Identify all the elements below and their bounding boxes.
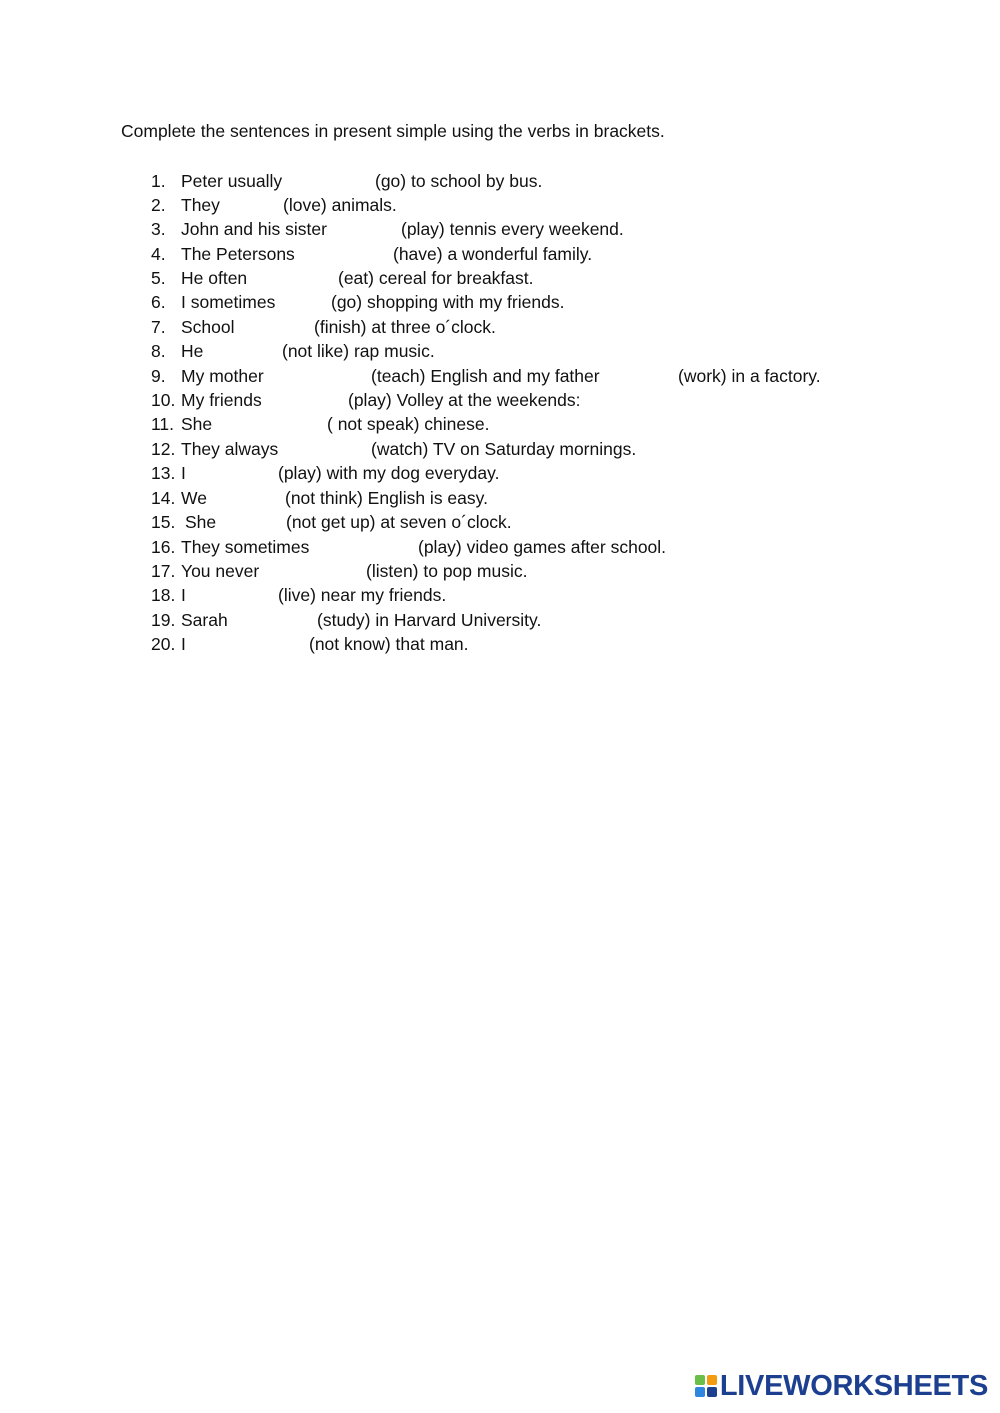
sentence-part: (live) near my friends. (278, 585, 447, 605)
sentence-part: (eat) cereal for breakfast. (338, 268, 534, 288)
sentence-start: He often (181, 268, 248, 288)
sentence-start: They sometimes (181, 537, 310, 557)
item-number: 16. (151, 537, 176, 557)
sentence-start: School (181, 317, 235, 337)
sentence-part: (play) Volley at the weekends: (348, 390, 581, 410)
sentence-start: I sometimes (181, 292, 276, 312)
item-number: 2. (151, 195, 166, 215)
item-number: 9. (151, 366, 166, 386)
sentence-start: I (181, 634, 186, 654)
sentence-start: My friends (181, 390, 262, 410)
sentence-part: (study) in Harvard University. (317, 610, 542, 630)
item-number: 14. (151, 488, 176, 508)
sentence-part: (play) tennis every weekend. (401, 219, 624, 239)
sentence-part: (watch) TV on Saturday mornings. (371, 439, 637, 459)
item-number: 11. (151, 414, 175, 434)
liveworksheets-logo (695, 1369, 988, 1403)
sentence-start: My mother (181, 366, 264, 386)
instruction-text: Complete the sentences in present simple using the verbs in brackets. (121, 121, 665, 141)
item-number: 6. (151, 292, 166, 312)
sentence-part: (listen) to pop music. (366, 561, 528, 581)
item-number: 10. (151, 390, 176, 410)
sentence-start: Peter usually (181, 171, 283, 191)
sentence-part: (finish) at three o´clock. (314, 317, 496, 337)
sentence-part: (teach) English and my father (371, 366, 600, 386)
sentence-part: (go) shopping with my friends. (331, 292, 565, 312)
sentence-start: Sarah (181, 610, 228, 630)
sentence-part: (not think) English is easy. (285, 488, 488, 508)
item-number: 20. (151, 634, 176, 654)
sentence-start: You never (181, 561, 260, 581)
sentence-part: (play) with my dog everyday. (278, 463, 500, 483)
sentence-start: He (181, 341, 204, 361)
item-number: 12. (151, 439, 176, 459)
item-number: 1. (151, 171, 166, 191)
item-number: 8. (151, 341, 166, 361)
sentence-part: (not know) that man. (309, 634, 469, 654)
sentence-start: She (185, 512, 217, 532)
sentence-start: I (181, 585, 186, 605)
sentence-part: (not get up) at seven o´clock. (286, 512, 512, 532)
sentence-part: (love) animals. (283, 195, 397, 215)
item-number: 15. (151, 512, 176, 532)
sentence-start: They always (181, 439, 279, 459)
sentence-part: (not like) rap music. (282, 341, 435, 361)
sentence-part: (have) a wonderful family. (393, 244, 593, 264)
sentence-part: (go) to school by bus. (375, 171, 543, 191)
item-number: 3. (151, 219, 166, 239)
sentence-start: John and his sister (181, 219, 327, 239)
sentence-start: We (181, 488, 207, 508)
item-number: 19. (151, 610, 176, 630)
sentence-part: ( not speak) chinese. (327, 414, 490, 434)
sentence-part: (play) video games after school. (418, 537, 667, 557)
item-number: 5. (151, 268, 166, 288)
sentence-part: (work) in a factory. (678, 366, 821, 386)
item-number: 13. (151, 463, 176, 483)
item-number: 7. (151, 317, 166, 337)
sentence-start: They (181, 195, 220, 215)
item-number: 17. (151, 561, 176, 581)
sentence-start: The Petersons (181, 244, 295, 264)
item-number: 18. (151, 585, 176, 605)
sentence-start: She (181, 414, 213, 434)
liveworksheets-logo-icon (695, 1375, 717, 1397)
sentence-start: I (181, 463, 186, 483)
logo-text: LIVEWORKSHEETS (719, 1369, 988, 1402)
item-number: 4. (151, 244, 166, 264)
